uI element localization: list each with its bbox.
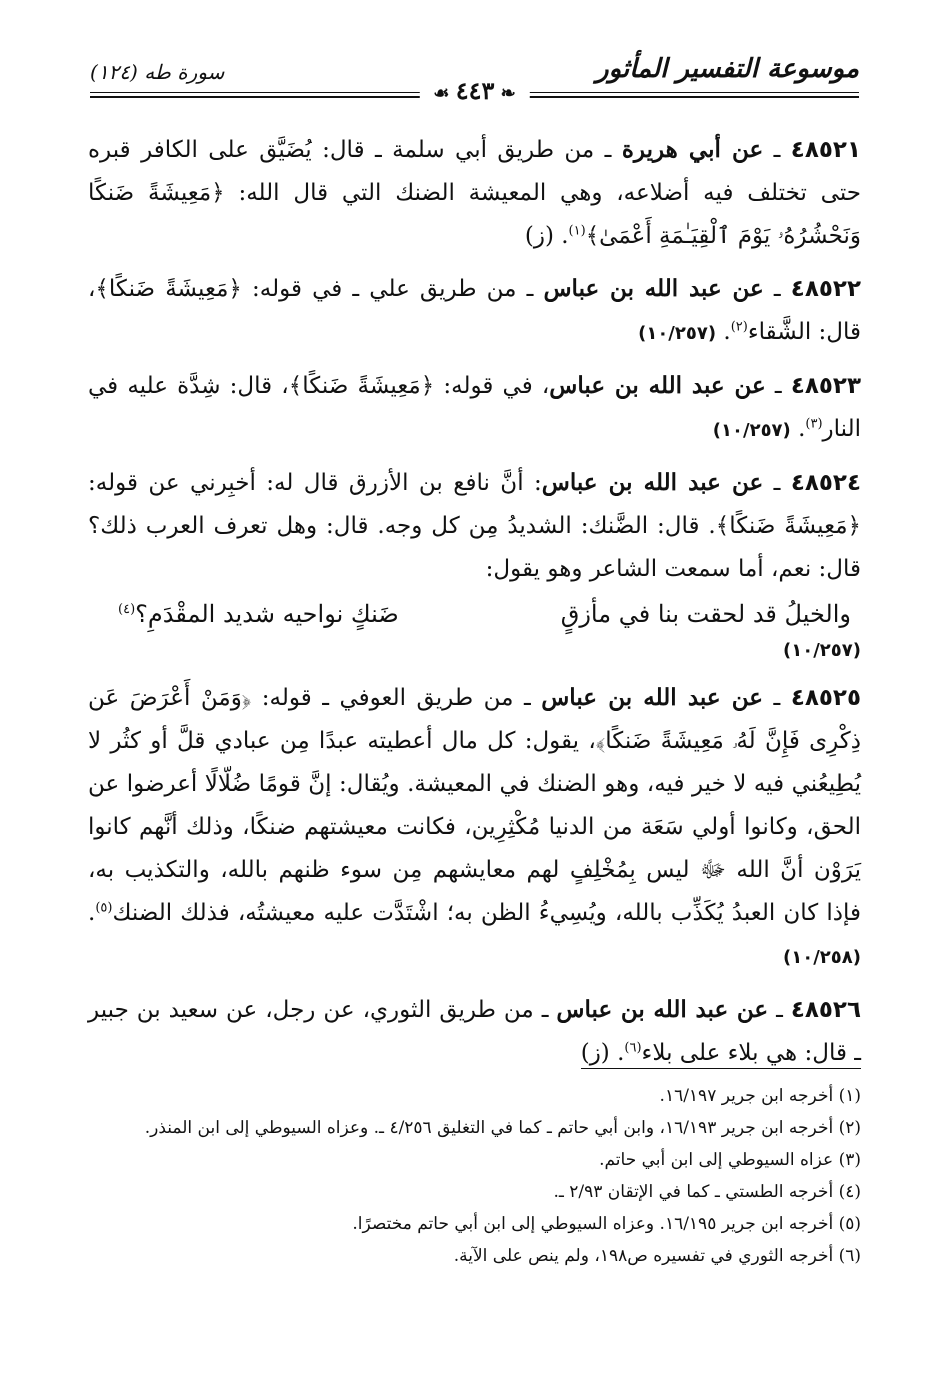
volume-reference: (١٠/٢٥٧) — [712, 420, 791, 441]
entry-number: ٤٨٥٢١ — [790, 137, 861, 163]
entry: ٤٨٥٢٦ ـ عن عبد الله بن عباس ـ من طريق الثوري، عن رجل، عن سعيد بن جبير ـ قال: هي بلاء على بلاء$^{(٦)}$. (ز) — [88, 996, 862, 1066]
entry-source: عن عبد الله بن عباس — [543, 275, 764, 302]
volume-reference: (١٠/٢٥٧) — [638, 323, 717, 344]
entry-tail: . — [723, 319, 731, 345]
entry-number: ٤٨٥٢٣ — [790, 373, 862, 399]
entry: ٤٨٥٢٤ ـ عن عبد الله بن عباس: أنَّ نافع بن الأزرق قال له: أخبِرني عن قوله: ﴿مَعِيشَةً ضَنكًا﴾. قال: الضَّنك: الشديدُ مِن كل وجه. قال: وهل تعرف العرب ذلك؟ قال: نعم، أما سمعت الشاعر وهو يقول: — [88, 469, 862, 582]
surah-label: سورة طه (١٢٤) — [90, 60, 225, 84]
poem-hemistich-2: ضَنكٍ نواحيه شديد المقْدَمِ؟ — [135, 600, 399, 628]
footnote: (٣) عزاه السيوطي إلى ابن أبي حاتم. — [599, 1150, 861, 1170]
footnote-marker: (٦) — [624, 1040, 642, 1056]
entry-tail: . (ز) — [524, 223, 569, 249]
footnote-marker: (٣) — [805, 416, 823, 432]
volume-reference: (١٠/٢٥٨) — [783, 947, 861, 968]
entry-source: عن عبد الله بن عباس — [541, 684, 764, 711]
entry-text: ، في قوله: ﴿مَعِيشَةً ضَنكًا﴾، قال: شِدَّة عليه في النار — [88, 373, 861, 442]
ornament-icon: ☙ — [433, 83, 456, 104]
entry-source: عن أبي هريرة — [621, 136, 764, 163]
entry-text: ـ من طريق العوفي ـ قوله: ﴿وَمَنْ أَعْرَضَ عَن ذِكْرِى فَإِنَّ لَهُۥ مَعِيشَةً ضَنكًا﴾، يقول: كل مال أعطيته عبدًا مِن عبادي قلَّ أو كثُر لا يُطِيعُني فيه لا خير فيه، وهو الضنك في المعيشة. ويُقال: إنَّ قومًا ضُلّالًا أعرضوا عن الحق، وكانوا أولي سَعَة من الدنيا مُكْثِرِين، فكانت معيشتهم ضنكًا، وذلك أنَّهم كانوا يَرَوْن أنَّ الله ﷻ ليس بِمُخْلِفٍ لهم معايشهم مِن سوء ظنهم بالله، والتكذيب به، فإذا كان العبدُ يُكَذِّب بالله، ويُسِيءُ الظن به؛ اشْتَدَّت عليه معيشتُه، فذلك الضنك — [88, 685, 861, 926]
footnote-marker: (٤) — [118, 602, 136, 617]
entry-source: عن عبد الله بن عباس — [556, 996, 769, 1023]
volume-reference: (١٠/٢٥٧) — [783, 640, 861, 661]
entry-tail: . — [798, 416, 806, 442]
entry-text: : أنَّ نافع بن الأزرق قال له: أخبِرني عن قوله: ﴿مَعِيشَةً ضَنكًا﴾. قال: الضَّنك: الشديدُ مِن كل وجه. قال: وهل تعرف العرب ذلك؟ قال: نعم، أما سمعت الشاعر وهو يقول: — [88, 470, 861, 582]
main-text — [88, 128, 861, 1084]
footnote-marker: (٢) — [730, 319, 748, 335]
header-rule — [90, 76, 859, 105]
entry-text: ـ من طريق أبي سلمة ـ قال: يُضَيَّق على الكافر قبره حتى تختلف فيه أضلاعه، وهي المعيشة الضنك التي قال الله: ﴿مَعِيشَةً ضَنكًا وَنَحْشُرُهُۥ يَوْمَ ٱلْقِيَـٰمَةِ أَعْمَىٰ﴾ — [88, 137, 861, 249]
footnote-marker: (٥) — [95, 900, 113, 916]
footnote-marker: (١) — [568, 223, 586, 239]
entry: ٤٨٥٢٣ ـ عن عبد الله بن عباس، في قوله: ﴿مَعِيشَةً ضَنكًا﴾، قال: شِدَّة عليه في النار$^{(٣)}$. (١٠/٢٥٧) — [88, 372, 862, 442]
entry: ٤٨٥٢٢ ـ عن عبد الله بن عباس ـ من طريق علي ـ في قوله: ﴿مَعِيشَةً ضَنكًا﴾، قال: الشَّقاء$^{(٢)}$. (١٠/٢٥٧) — [88, 275, 861, 345]
entry-tail: . (ز) — [580, 1040, 625, 1066]
footnote: (٥) أخرجه ابن جرير ١٦/١٩٥. وعزاه السيوطي إلى ابن أبي حاتم مختصرًا. — [352, 1214, 861, 1234]
ornament-icon: ❧ — [494, 83, 516, 104]
footnote: (١) أخرجه ابن جرير ١٦/١٩٧. — [659, 1086, 861, 1106]
entry-text: ـ من طريق الثوري، عن رجل، عن سعيد بن جبير ـ قال: هي بلاء على بلاء — [88, 997, 861, 1066]
footnotes — [88, 1080, 861, 1272]
poem-verse — [88, 593, 861, 636]
entry: ٤٨٥٢١ ـ عن أبي هريرة ـ من طريق أبي سلمة ـ قال: يُضَيَّق على الكافر قبره حتى تختلف فيه أضلاعه، وهي المعيشة الضنك التي قال الله: ﴿مَعِيشَةً ضَنكًا وَنَحْشُرُهُۥ يَوْمَ ٱلْقِيَـٰمَةِ أَعْمَىٰ﴾$^{(١)}$. (ز) — [88, 136, 861, 249]
entry-text: ـ من طريق علي ـ في قوله: ﴿مَعِيشَةً ضَنكًا﴾، قال: الشَّقاء — [88, 276, 861, 345]
entry-number: ٤٨٥٢٢ — [790, 276, 861, 302]
entry-number: ٤٨٥٢٥ — [790, 685, 862, 711]
poem-hemistich-1: والخيلُ قد لحقت بنا في مأزقٍ — [560, 600, 851, 628]
page-number: ❧ ٤٤٣ ☙ — [419, 76, 529, 105]
footnote: (٤) أخرجه الطستي ـ كما في الإتقان ٢/٩٣ ـ. — [553, 1182, 861, 1202]
entry-tail: . — [88, 900, 96, 926]
entry-number: ٤٨٥٢٤ — [790, 470, 862, 496]
footnote: (٦) أخرجه الثوري في تفسيره ص١٩٨، ولم ينص على الآية. — [453, 1246, 861, 1266]
entry-number: ٤٨٥٢٦ — [790, 997, 862, 1023]
entry-source: عن عبد الله بن عباس — [549, 372, 766, 399]
entry: ٤٨٥٢٥ ـ عن عبد الله بن عباس ـ من طريق العوفي ـ قوله: ﴿وَمَنْ أَعْرَضَ عَن ذِكْرِى فَإِنَّ لَهُۥ مَعِيشَةً ضَنكًا﴾، يقول: كل مال أعطيته عبدًا مِن عبادي قلَّ أو كثُر لا يُطِيعُني فيه لا خير فيه، وهو الضنك في المعيشة. ويُقال: إنَّ قومًا ضُلّالًا أعرضوا عن الحق، وكانوا أولي سَعَة من الدنيا مُكْثِرِين، فكانت معيشتهم ضنكًا، وذلك أنَّهم كانوا يَرَوْن أنَّ الله ﷻ ليس بِمُخْلِفٍ لهم معايشهم مِن سوء ظنهم بالله، والتكذيب به، فإذا كان العبدُ يُكَذِّب بالله، ويُسِيءُ الظن به؛ اشْتَدَّت عليه معيشتُه، فذلك الضنك$^{(٥)}$. (١٠/٢٥٨) — [88, 684, 862, 968]
footnote: (٢) أخرجه ابن جرير ١٦/١٩٣، وابن أبي حاتم ـ كما في التغليق ٤/٢٥٦ ـ. وعزاه السيوطي إلى ابن المنذر. — [144, 1118, 861, 1138]
book-title: موسوعة التفسير المأثور — [596, 54, 859, 84]
footnote-separator — [581, 1068, 861, 1069]
entry-source: عن عبد الله بن عباس — [541, 469, 764, 496]
